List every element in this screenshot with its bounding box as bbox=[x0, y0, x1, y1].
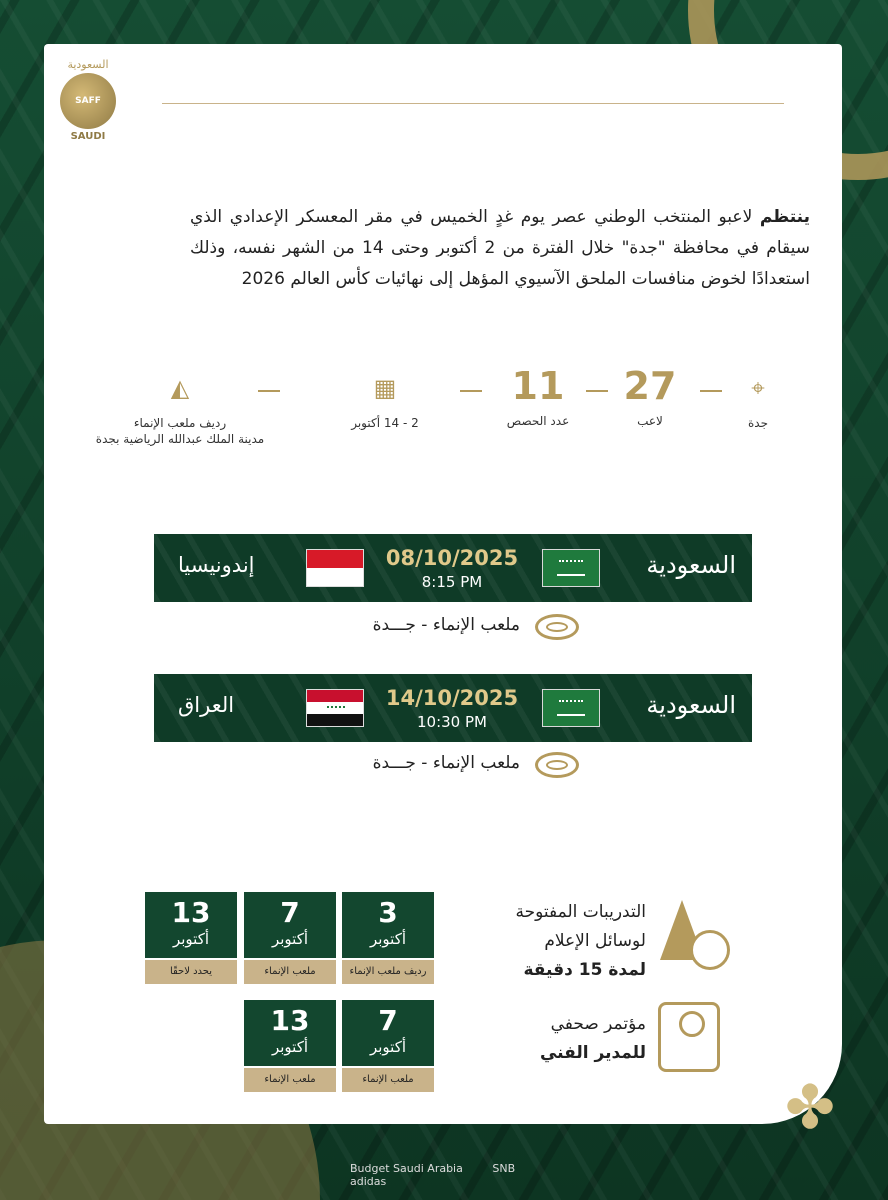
box-day: 13 bbox=[171, 896, 211, 929]
match-time: 8:15 PM bbox=[421, 573, 483, 591]
logo-badge-text: SAFF bbox=[75, 96, 101, 106]
box-month: أكتوبر bbox=[172, 930, 210, 948]
stat-sessions-label: عدد الحصص bbox=[506, 414, 570, 428]
divider-dash bbox=[460, 390, 482, 392]
iraq-flag-icon bbox=[306, 689, 364, 727]
sponsor-budget: Budget Saudi Arabia bbox=[350, 1162, 463, 1175]
box-day: 13 bbox=[270, 1004, 310, 1037]
football-icon bbox=[690, 930, 730, 970]
indonesia-flag-icon bbox=[306, 549, 364, 587]
match-venue: ملعب الإنماء - جـــدة bbox=[372, 753, 520, 773]
box-month: أكتوبر bbox=[369, 930, 407, 948]
training-line1: التدريبات المفتوحة bbox=[515, 902, 646, 922]
match-bar-2 bbox=[154, 674, 752, 742]
palm-swords-emblem-icon: ✤ bbox=[784, 1073, 836, 1143]
stat-venue-line1: رديف ملعب الإنماء bbox=[133, 416, 227, 430]
falcon-emblem-icon bbox=[60, 73, 116, 129]
stat-city-label: جدة bbox=[747, 416, 768, 430]
training-date-box bbox=[342, 892, 434, 984]
match-venue: ملعب الإنماء - جـــدة bbox=[372, 615, 520, 635]
home-team: السعودية bbox=[646, 551, 736, 579]
box-place: ملعب الإنماء bbox=[244, 960, 336, 984]
training-date-box bbox=[145, 892, 237, 984]
calendar-icon: ▦ bbox=[373, 374, 397, 402]
box-month: أكتوبر bbox=[369, 1038, 407, 1056]
intro-paragraph bbox=[190, 202, 810, 295]
match-bar-1 bbox=[154, 534, 752, 602]
press-line1: مؤتمر صحفي bbox=[550, 1014, 646, 1034]
box-day: 7 bbox=[280, 896, 300, 929]
location-pin-icon: ⌖ bbox=[751, 374, 765, 402]
header-divider bbox=[162, 103, 784, 104]
stat-venue-line2: مدينة الملك عبدالله الرياضية بجدة bbox=[95, 432, 265, 446]
divider-dash bbox=[700, 390, 722, 392]
sponsor-adidas: adidas bbox=[350, 1175, 387, 1188]
away-team: العراق bbox=[178, 693, 235, 717]
divider-dash bbox=[586, 390, 608, 392]
match-date: 14/10/2025 bbox=[385, 686, 519, 710]
logo-english-text: SAUDI bbox=[70, 131, 106, 142]
box-day: 3 bbox=[378, 896, 398, 929]
training-line2: لوسائل الإعلام bbox=[544, 931, 646, 951]
stat-dates bbox=[320, 368, 450, 430]
training-line3: لمدة 15 دقيقة bbox=[523, 960, 646, 980]
press-date-box bbox=[244, 1000, 336, 1092]
stat-sessions bbox=[488, 366, 588, 428]
stat-players-number: 27 bbox=[623, 364, 677, 408]
saudi-flag-icon bbox=[542, 549, 600, 587]
box-place: رديف ملعب الإنماء bbox=[342, 960, 434, 984]
stat-sessions-number: 11 bbox=[511, 364, 565, 408]
logo-arabic-text: السعودية bbox=[67, 58, 109, 71]
intro-body: لاعبو المنتخب الوطني عصر يوم غدٍ الخميس في مقر المعسكر الإعدادي الذي سيقام في محافظة "جدة" خلال الفترة من 2 أكتوبر وحتى 14 من الشهر نفسه، وذلك استعدادًا لخوض منافسات الملحق الآسيوي المؤهل إلى نهائيات كأس العالم 2026 bbox=[190, 207, 810, 289]
box-place: ملعب الإنماء bbox=[342, 1068, 434, 1092]
box-place: يحدد لاحقًا bbox=[145, 960, 237, 984]
stat-venue bbox=[60, 368, 300, 446]
press-date-box bbox=[342, 1000, 434, 1092]
stadium-icon bbox=[535, 614, 579, 640]
stat-dates-label: 2 - 14 أكتوبر bbox=[351, 416, 419, 430]
cone-ball-icon: ◭ bbox=[170, 374, 190, 402]
stadium-icon bbox=[535, 752, 579, 778]
intro-lead: ينتظم bbox=[759, 207, 810, 227]
press-conference-icon bbox=[658, 1002, 720, 1072]
away-team: إندونيسيا bbox=[178, 553, 255, 577]
box-place: ملعب الإنماء bbox=[244, 1068, 336, 1092]
saudi-flag-icon bbox=[542, 689, 600, 727]
stat-city bbox=[736, 368, 780, 430]
training-label bbox=[440, 898, 646, 985]
stat-players bbox=[618, 366, 682, 428]
match-time: 10:30 PM bbox=[417, 713, 487, 731]
home-team: السعودية bbox=[646, 691, 736, 719]
training-date-box bbox=[244, 892, 336, 984]
stat-players-label: لاعب bbox=[637, 414, 663, 428]
box-month: أكتوبر bbox=[271, 1038, 309, 1056]
box-month: أكتوبر bbox=[271, 930, 309, 948]
match-date: 08/10/2025 bbox=[385, 546, 519, 570]
sponsor-bar bbox=[350, 1162, 580, 1188]
press-label bbox=[440, 1010, 646, 1068]
press-line2: للمدير الفني bbox=[539, 1043, 646, 1063]
saff-logo bbox=[56, 58, 120, 142]
box-day: 7 bbox=[378, 1004, 398, 1037]
sponsor-snb: SNB bbox=[492, 1162, 516, 1175]
